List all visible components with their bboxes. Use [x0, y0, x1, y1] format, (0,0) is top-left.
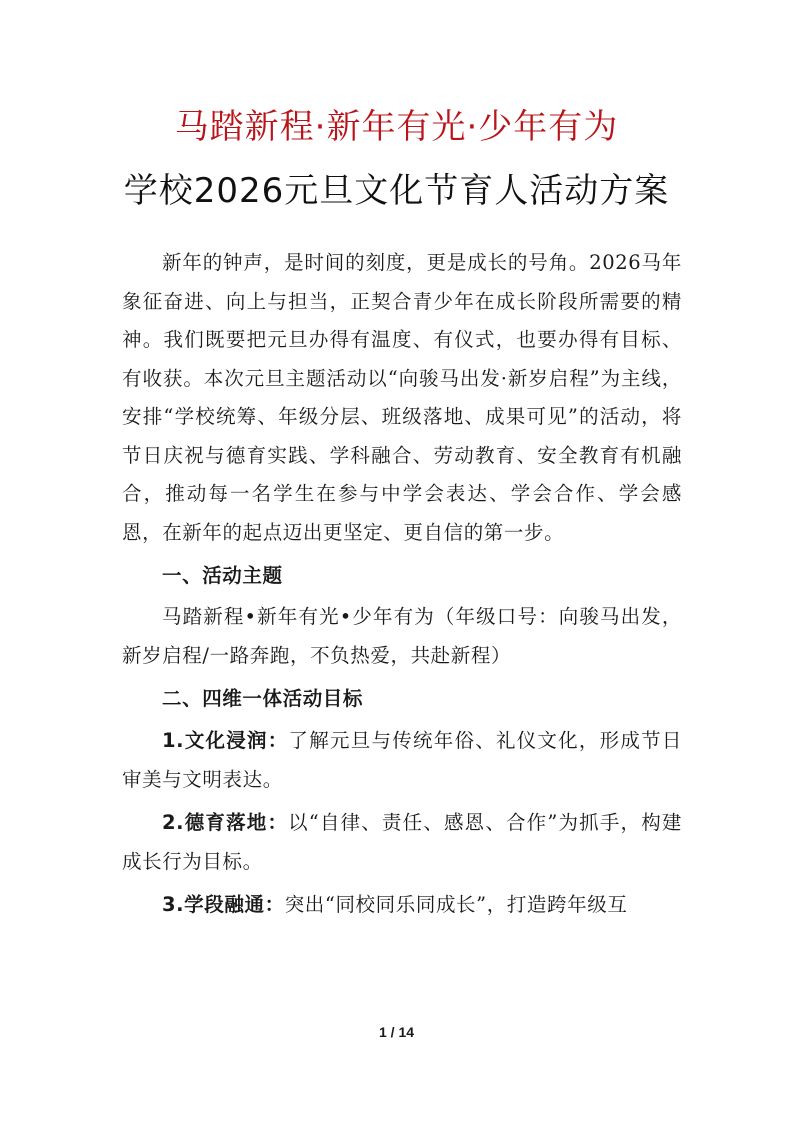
- goal-item-lead: 1.文化浸润：: [162, 729, 289, 752]
- goal-item-moral: [122, 803, 682, 881]
- document-title-slogan: 马踏新程·新年有光·少年有为: [174, 107, 619, 147]
- section-heading-goals: 二、四维一体活动目标: [162, 687, 364, 710]
- document-body: [122, 244, 682, 928]
- theme-paragraph: 马踏新程•新年有光•少年有为（年级口号：向骏马出发，新岁启程/一路奔跑，不负热爱，共赴新程）: [122, 605, 682, 667]
- page-number: 1 / 14: [378, 1024, 415, 1040]
- goal-item-text: 突出“同校同乐同成长”，打造跨年级互: [284, 893, 628, 916]
- intro-paragraph: 新年的钟声，是时间的刻度，更是成长的号角。2026马年象征奋进、向上与担当，正契合青少年在成长阶段所需要的精神。我们既要把元旦办得有温度、有仪式，也要办得有目标、有收获。本次元旦主题活动以“向骏马出发·新岁启程”为主线，安排“学校统筹、年级分层、班级落地、成果可见”的活动，将节日庆祝与德育实践、学科融合、劳动教育、安全教育有机融合，推动每一名学生在参与中学会表达、学会合作、学会感恩，在新年的起点迈出更坚定、更自信的第一步。: [122, 251, 682, 544]
- goal-item-culture: [122, 721, 682, 799]
- goal-item-lead: 2.德育落地：: [162, 811, 289, 834]
- section-heading-theme: 一、活动主题: [162, 564, 283, 587]
- goal-item-text: 以“自律、责任、感恩、合作”为抓手，构建成长行为目标。: [122, 811, 682, 873]
- goal-item-stage: [122, 885, 682, 924]
- goal-item-lead: 3.学段融通：: [162, 893, 285, 916]
- goal-item-text: 了解元旦与传统年俗、礼仪文化，形成节日审美与文明表达。: [122, 729, 682, 791]
- document-title-main: 学校2026元旦文化节育人活动方案: [123, 171, 670, 211]
